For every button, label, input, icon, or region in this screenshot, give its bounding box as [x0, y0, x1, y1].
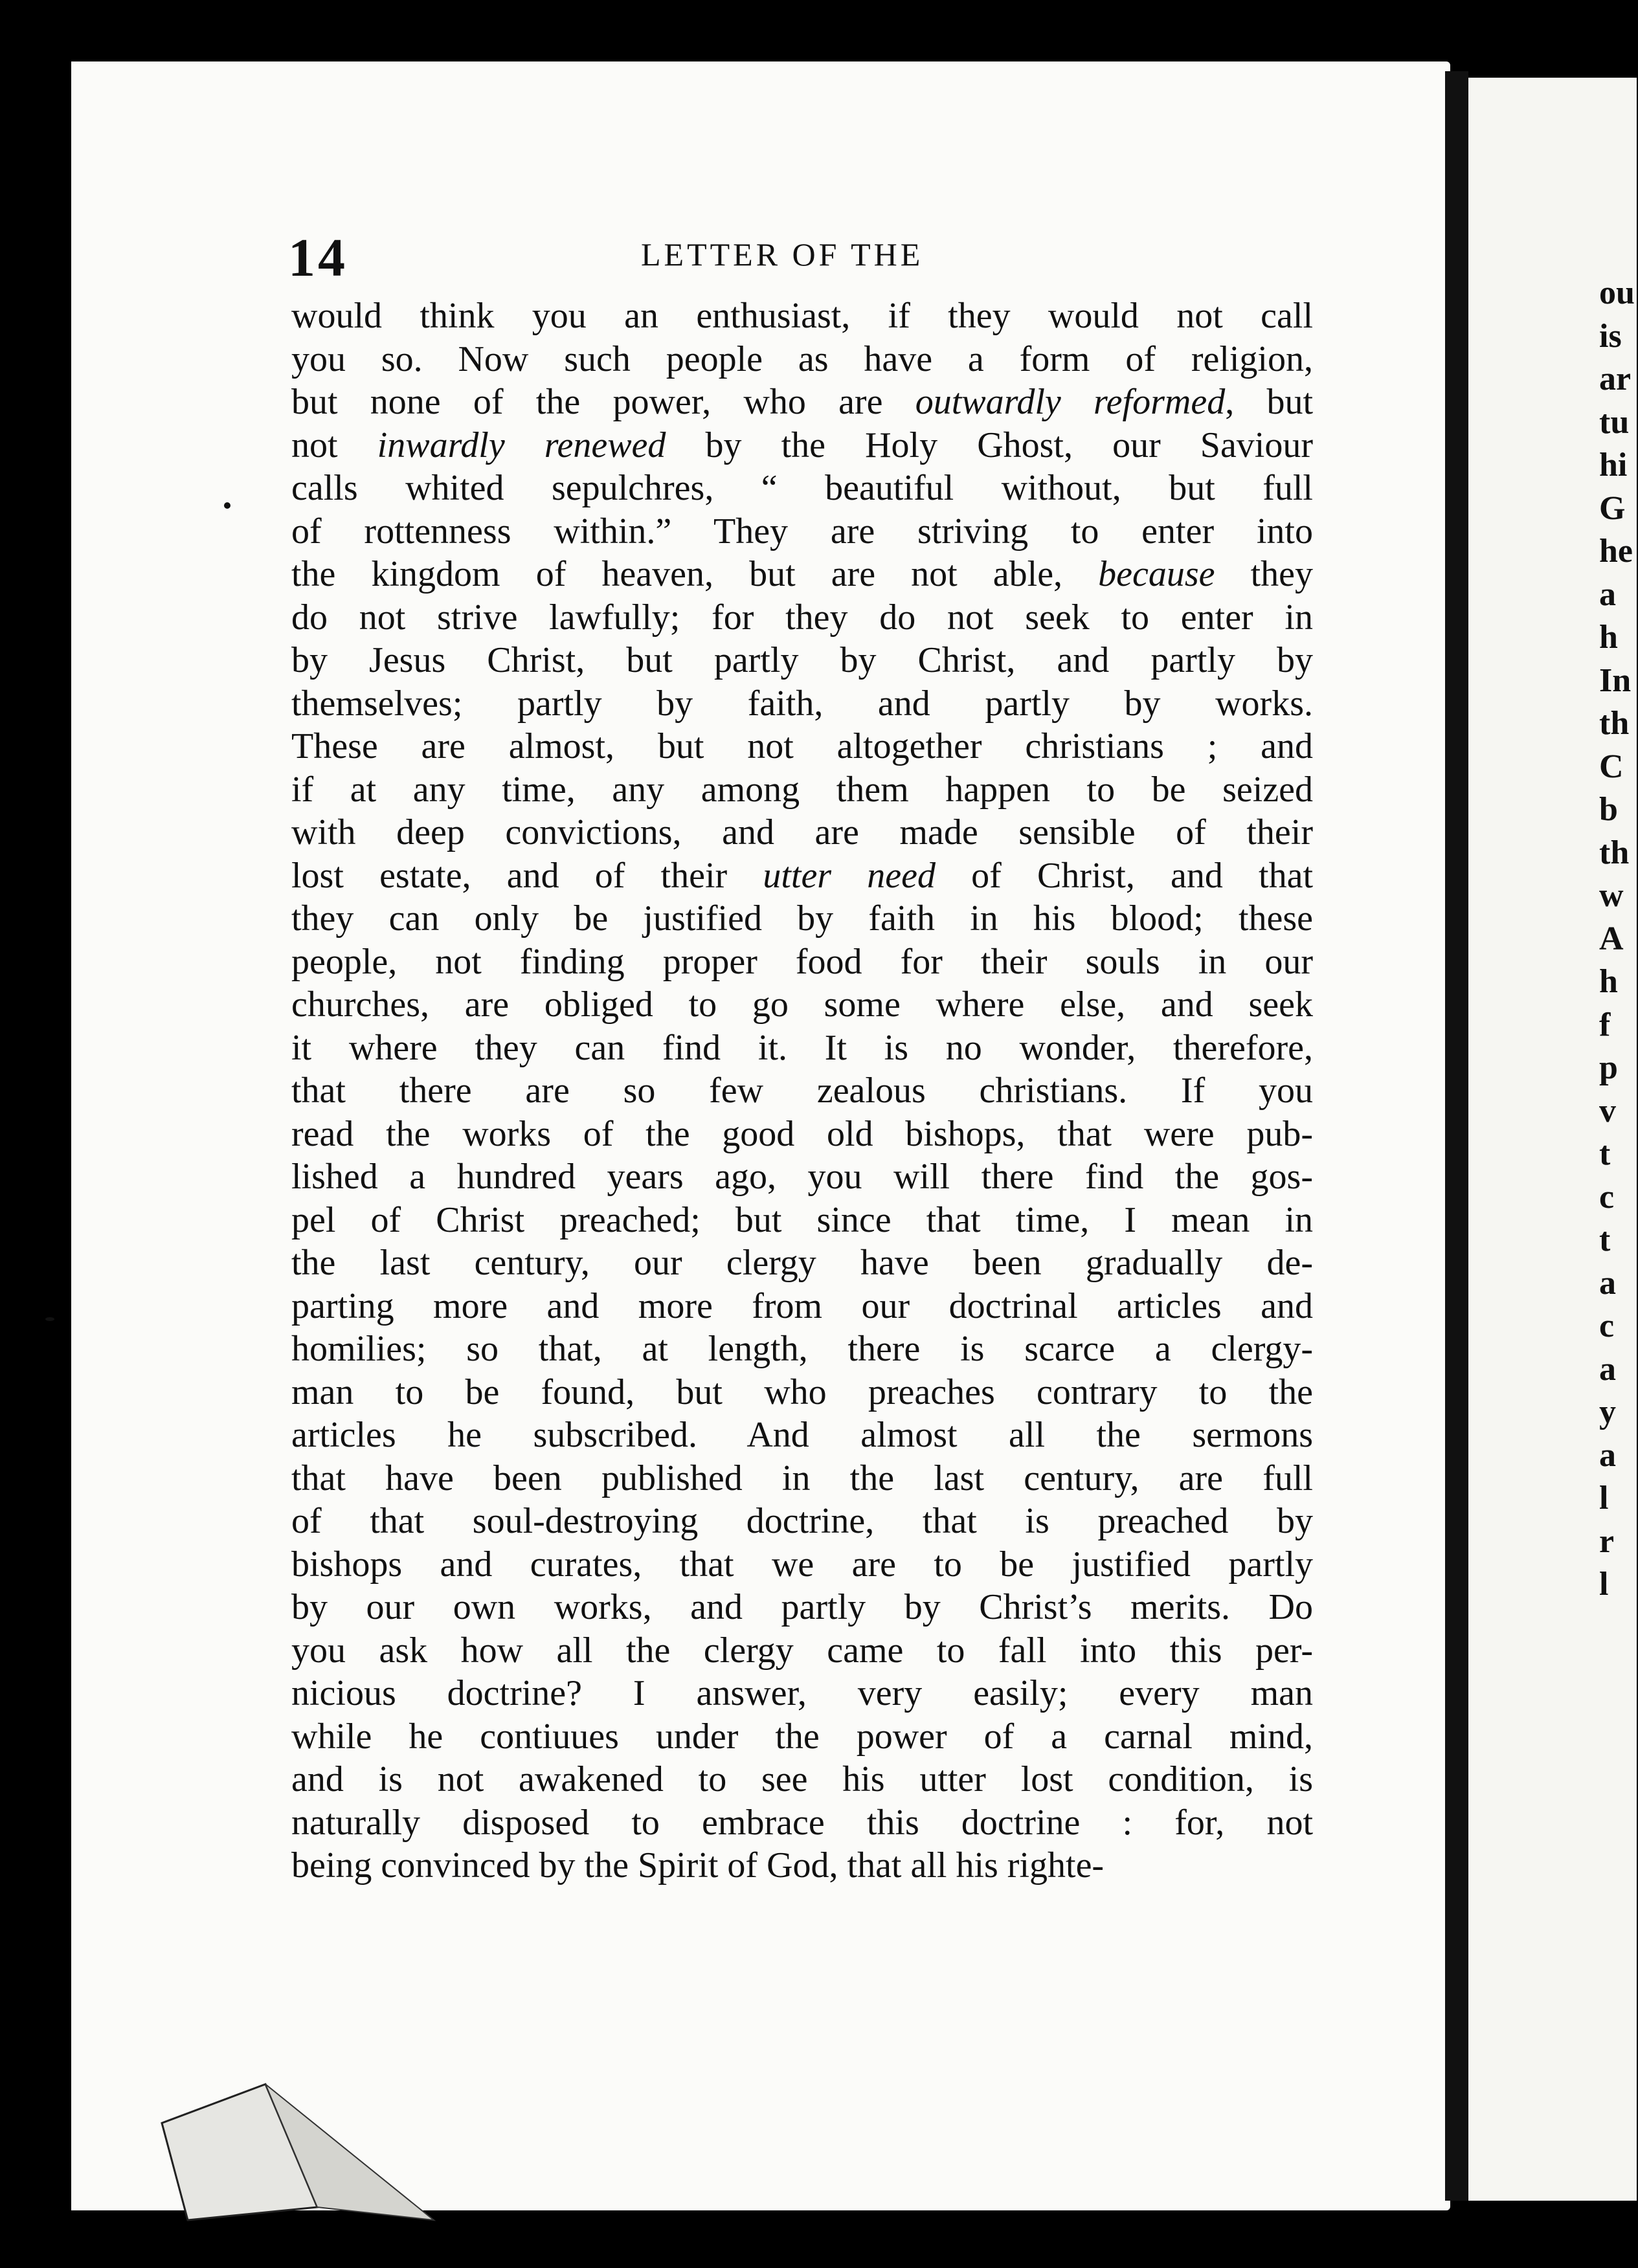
text-run: of Christ, and that [935, 855, 1313, 896]
text-line [291, 854, 1313, 898]
text-line [291, 1414, 1313, 1457]
text-line [291, 1672, 1313, 1715]
text-line [291, 424, 1313, 467]
facing-page-fragment: c [1599, 1178, 1615, 1216]
text-line [291, 1199, 1313, 1242]
text-line [291, 1069, 1313, 1113]
text-run: nicious doctrine? I answer, very easily; every man [291, 1673, 1313, 1713]
text-run: by the Holy Ghost, our Saviour [666, 425, 1314, 465]
facing-page-fragment: a [1599, 1350, 1616, 1388]
facing-page-fragment: is [1599, 317, 1622, 355]
text-line [291, 338, 1313, 381]
text-line [291, 682, 1313, 726]
text-run: man to be found, but who preaches contrary to the [291, 1372, 1313, 1412]
text-run: they [1215, 554, 1313, 594]
facing-page-fragment: c [1599, 1307, 1615, 1344]
text-line [291, 1457, 1313, 1500]
text-line [291, 381, 1313, 424]
text-run: lished a hundred years ago, you will there find the gos- [291, 1157, 1313, 1197]
text-run: if at any time, any among them happen to be seized [291, 769, 1313, 810]
text-line [291, 639, 1313, 682]
text-run: the last century, our clergy have been gradually de- [291, 1243, 1313, 1283]
italic-phrase: because [1098, 554, 1215, 594]
text-line [291, 811, 1313, 854]
italic-phrase: outwardly reformed [915, 382, 1226, 422]
text-run: of that soul-destroying doctrine, that is preached by [291, 1501, 1313, 1541]
facing-page-fragment: G [1599, 489, 1626, 527]
text-run: pel of Christ preached; but since that time, I mean in [291, 1199, 1313, 1240]
page-number: 14 [288, 228, 348, 288]
text-run: naturally disposed to embrace this doctrine : for, not [291, 1802, 1313, 1843]
text-run: you ask how all the clergy came to fall into this per- [291, 1630, 1313, 1671]
text-run: themselves; partly by faith, and partly by works. [291, 683, 1313, 724]
text-line [291, 983, 1313, 1027]
page-header [0, 227, 1629, 291]
text-line [291, 1629, 1313, 1673]
facing-page-fragment: l [1599, 1480, 1609, 1517]
text-run: calls whited sepulchres, “ beautiful without, but full [291, 468, 1313, 508]
text-run: of rottenness within.” They are striving to enter into [291, 511, 1313, 551]
text-line [291, 1371, 1313, 1414]
text-line [291, 1500, 1313, 1543]
facing-page-fragment: v [1599, 1092, 1616, 1129]
facing-page-fragment: th [1599, 705, 1630, 742]
text-line [291, 596, 1313, 639]
text-line [291, 1844, 1313, 1887]
text-run: that have been published in the last century, are full [291, 1458, 1313, 1498]
text-run: while he contiuues under the power of a carnal mind, [291, 1716, 1313, 1757]
text-line [291, 768, 1313, 812]
text-line [291, 1027, 1313, 1070]
facing-page-fragment: he [1599, 533, 1633, 570]
text-run: people, not finding proper food for their souls in our [291, 941, 1313, 982]
text-line [291, 553, 1313, 596]
text-line [291, 1758, 1313, 1801]
text-run: the kingdom of heaven, but are not able, [291, 554, 1099, 594]
text-line [291, 1328, 1313, 1371]
facing-page-fragment: r [1599, 1522, 1615, 1560]
facing-page-fragment: l [1599, 1566, 1609, 1603]
book-gutter [1445, 71, 1468, 2201]
text-line [291, 1801, 1313, 1845]
facing-page-fragment: b [1599, 791, 1618, 828]
text-run: parting more and more from our doctrinal articles and [291, 1285, 1313, 1326]
text-line [291, 897, 1313, 940]
text-run: with deep convictions, and are made sensible of their [291, 812, 1313, 852]
italic-phrase: utter need [763, 855, 936, 896]
text-line [291, 510, 1313, 553]
facing-page-fragment: t [1599, 1221, 1611, 1258]
text-run: not [291, 425, 377, 465]
text-run: you so. Now such people as have a form of religion, [291, 339, 1313, 379]
text-run: by our own works, and partly by Christ’s merits. Do [291, 1587, 1313, 1627]
text-run: lost estate, and of their [291, 855, 763, 896]
facing-page-fragment: a [1599, 1264, 1616, 1302]
text-run: they can only be justified by faith in his blood; these [291, 898, 1313, 939]
facing-page-fragment: th [1599, 834, 1630, 871]
facing-page-fragment: ar [1599, 361, 1632, 397]
facing-page-fragment: A [1599, 920, 1624, 957]
text-run: do not strive lawfully; for they do not seek to enter in [291, 597, 1313, 638]
text-line [291, 940, 1313, 984]
facing-page-fragment: a [1599, 575, 1616, 613]
text-run: but none of the power, who are [291, 382, 915, 422]
text-line [291, 1285, 1313, 1328]
facing-page-text [1599, 272, 1638, 1606]
body-text [291, 295, 1313, 1887]
facing-page-fragment: f [1599, 1006, 1611, 1043]
text-line [291, 1113, 1313, 1156]
facing-page-fragment: ou [1599, 274, 1635, 311]
text-run: articles he subscribed. And almost all the sermons [291, 1415, 1313, 1455]
running-head: LETTER OF THE [641, 236, 924, 272]
facing-page-fragment: w [1599, 877, 1624, 914]
facing-page-fragment: In [1599, 662, 1632, 699]
text-run: , but [1225, 382, 1314, 422]
text-line [291, 1543, 1313, 1586]
text-run: it where they can find it. It is no wonder, therefore, [291, 1027, 1313, 1068]
text-line [291, 1715, 1313, 1759]
text-run: that there are so few zealous christians. If you [291, 1071, 1313, 1111]
text-run: would think you an enthusiast, if they would not call [291, 296, 1313, 336]
facing-page-fragment: t [1599, 1135, 1611, 1172]
text-line [291, 1241, 1313, 1285]
text-run: homilies; so that, at length, there is scarce a clergy- [291, 1329, 1313, 1369]
italic-phrase: inwardly renewed [377, 425, 666, 465]
text-line [291, 467, 1313, 510]
ink-speck [45, 1317, 54, 1321]
text-line [291, 1586, 1313, 1629]
ink-speck [224, 502, 230, 509]
text-run: These are almost, but not altogether christians ; and [291, 726, 1313, 766]
facing-page-fragment: a [1599, 1436, 1616, 1474]
text-run: bishops and curates, that we are to be justified partly [291, 1544, 1313, 1584]
text-line [291, 1155, 1313, 1199]
text-run: and is not awakened to see his utter lost condition, is [291, 1759, 1313, 1799]
text-run: by Jesus Christ, but partly by Christ, and partly by [291, 640, 1313, 680]
facing-page-fragment: C [1599, 748, 1624, 785]
facing-page-fragment: tu [1599, 403, 1630, 441]
text-line [291, 295, 1313, 338]
text-run: being convinced by the Spirit of God, that all his righte- [291, 1845, 1105, 1885]
facing-page-fragment: y [1599, 1394, 1616, 1430]
facing-page-fragment: hi [1599, 447, 1628, 484]
facing-page-fragment: p [1599, 1049, 1618, 1086]
folded-corner [162, 2084, 434, 2220]
text-run: read the works of the good old bishops, that were pub- [291, 1113, 1313, 1154]
text-run: churches, are obliged to go some where else, and seek [291, 984, 1313, 1025]
facing-page-fragment: h [1599, 963, 1618, 1000]
facing-page-fragment: h [1599, 619, 1618, 656]
text-line [291, 725, 1313, 768]
